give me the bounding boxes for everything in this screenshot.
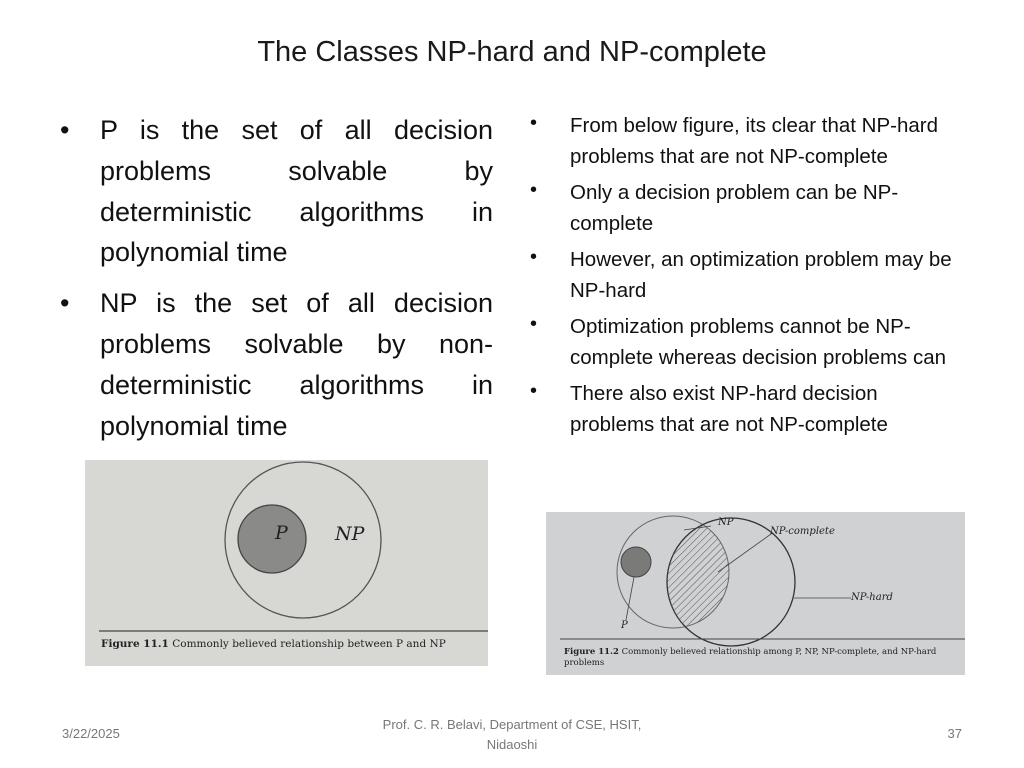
right-bullet-list [530,110,958,445]
p-circle [238,505,306,573]
figure1-diagram [85,460,488,666]
figure2-caption-label: Figure 11.2 [564,647,619,657]
right-bullet: • Optimization problems cannot be NP-complete whereas decision problems can [530,311,958,373]
right-bullet: • Only a decision problem can be NP-complete [530,177,958,239]
figure1-label-np: NP [335,523,365,545]
right-bullet: • However, an optimization problem may be NP-hard [530,244,958,306]
footer-page-number: 37 [947,726,962,741]
figure2-caption-text: Commonly believed relationship among P, NP, NP-complete, and NP-hard problems [564,647,937,668]
figure-p-np-relationship [85,460,488,666]
left-bullet-p-definition: • P is the set of all decision problems solvable by deterministic algorithms in polynomial time [60,110,493,273]
footer-author: Prof. C. R. Belavi, Department of CSE, HSIT, Nidaoshi [382,717,642,752]
figure-np-hard-relationship [546,512,965,675]
left-bullet-np-definition: • NP is the set of all decision problems solvable by non-deterministic algorithms in polynomial time [60,283,493,446]
slide-title: The Classes NP-hard and NP-complete [257,36,767,68]
right-bullet: • From below figure, its clear that NP-hard problems that are not NP-complete [530,110,958,172]
figure1-caption-label: Figure 11.1 [101,638,169,650]
figure1-caption [101,638,446,650]
footer-date: 3/22/2025 [62,726,120,741]
p-circle [621,547,651,577]
figure2-label-np-complete: NP-complete [770,526,835,537]
figure2-caption [564,647,954,669]
figure2-label-np-hard: NP-hard [851,592,893,603]
figure1-label-p: P [275,522,288,544]
right-bullet: • There also exist NP-hard decision problems that are not NP-complete [530,378,958,440]
figure1-caption-text: Commonly believed relationship between P and NP [172,638,446,650]
figure2-label-np: NP [718,517,734,528]
left-bullet-list [60,110,493,456]
figure2-label-p: P [621,620,628,631]
